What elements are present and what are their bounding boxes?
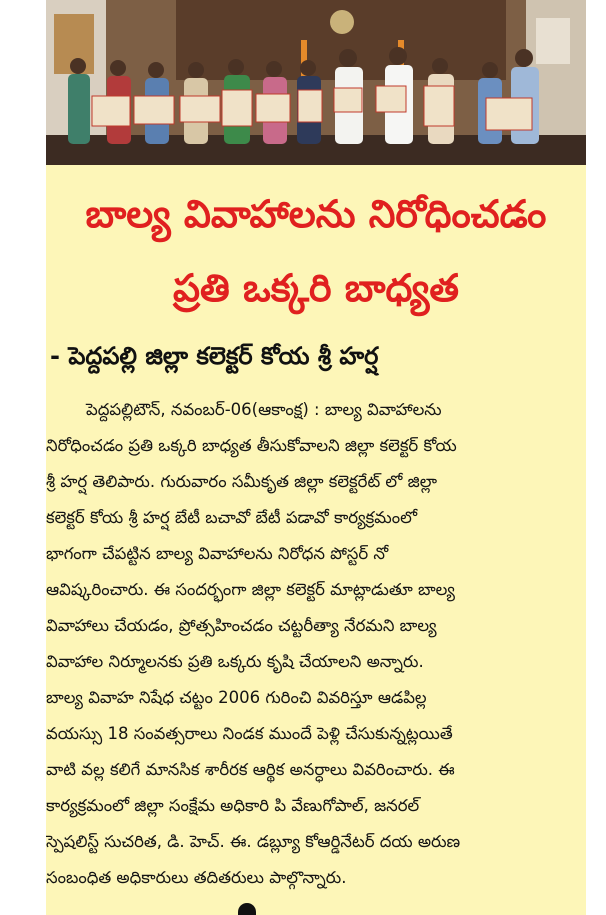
article-line: ఆవిష్కరించారు. ఈ సందర్భంగా జిల్లా కలెక్టర్ మాట్లాడుతూ బాల్య [46, 580, 455, 599]
article-line: కలెక్టర్ కోయ శ్రీ హర్ష బేటీ బచావో బేటీ పడావో కార్యక్రమంలో [46, 508, 418, 527]
article-line: కార్యక్రమంలో జిల్లా సంక్షేమ అధికారి పి వేణుగోపాల్, జనరల్ [46, 796, 420, 815]
news-clipping [46, 0, 586, 915]
article-line: వివాహాల నిర్మూలనకు ప్రతి ఒక్కరు కృషి చేయాలని అన్నారు. [46, 652, 424, 671]
cut-off-glyph [238, 903, 256, 915]
article-line: వయస్సు 18 సంవత్సరాలు నిండక ముందే పెళ్లి చేసుకున్నట్లయితే [46, 724, 453, 743]
article-line: పెద్దపల్లిటౌన్, నవంబర్-06(ఆకాంక్ష) : బాల్య వివాహాలను [86, 400, 442, 419]
article-line: వివాహాలు చేయడం, ప్రోత్సహించడం చట్టరీత్యా నేరమని బాల్య [46, 616, 437, 635]
article-line: స్పెషలిస్ట్ సుచరిత, డి. హెచ్. ఈ. డబ్ల్యూ కోఆర్డినేటర్ దయ అరుణ [46, 832, 461, 851]
byline: - పెద్దపల్లి జిల్లా కలెక్టర్ కోయ శ్రీ హర్ష [50, 342, 379, 370]
headline-line-1: బాల్య వివాహాలను నిరోధించడం [85, 192, 547, 236]
article-line: బాల్య వివాహ నిషేధ చట్టం 2006 గురించి వివరిస్తూ ఆడపిల్ల [46, 688, 427, 707]
article-body [46, 392, 586, 896]
article-line: భాగంగా చేపట్టిన బాల్య వివాహాలను నిరోధన పోస్టర్ నో [46, 544, 389, 563]
article-line: సంబంధిత అధికారులు తదితరులు పాల్గొన్నారు. [46, 868, 347, 887]
article-line: వాటి వల్ల కలిగే మానసిక శారీరక ఆర్థిక అనర్ధాలు వివరించారు. ఈ [46, 760, 455, 779]
news-photo [46, 0, 586, 165]
photo-illustration [46, 0, 586, 165]
article-line: నిరోధించడం ప్రతి ఒక్కరి బాధ్యత తీసుకోవాలని జిల్లా కలెక్టర్ కోయ [46, 436, 457, 455]
headline-line-2: ప్రతి ఒక్కరి బాధ్యత [173, 266, 459, 310]
article-line: శ్రీ హర్ష తెలిపారు. గురువారం సమీకృత జిల్లా కలెక్టరేట్ లో జిల్లా [46, 472, 437, 491]
